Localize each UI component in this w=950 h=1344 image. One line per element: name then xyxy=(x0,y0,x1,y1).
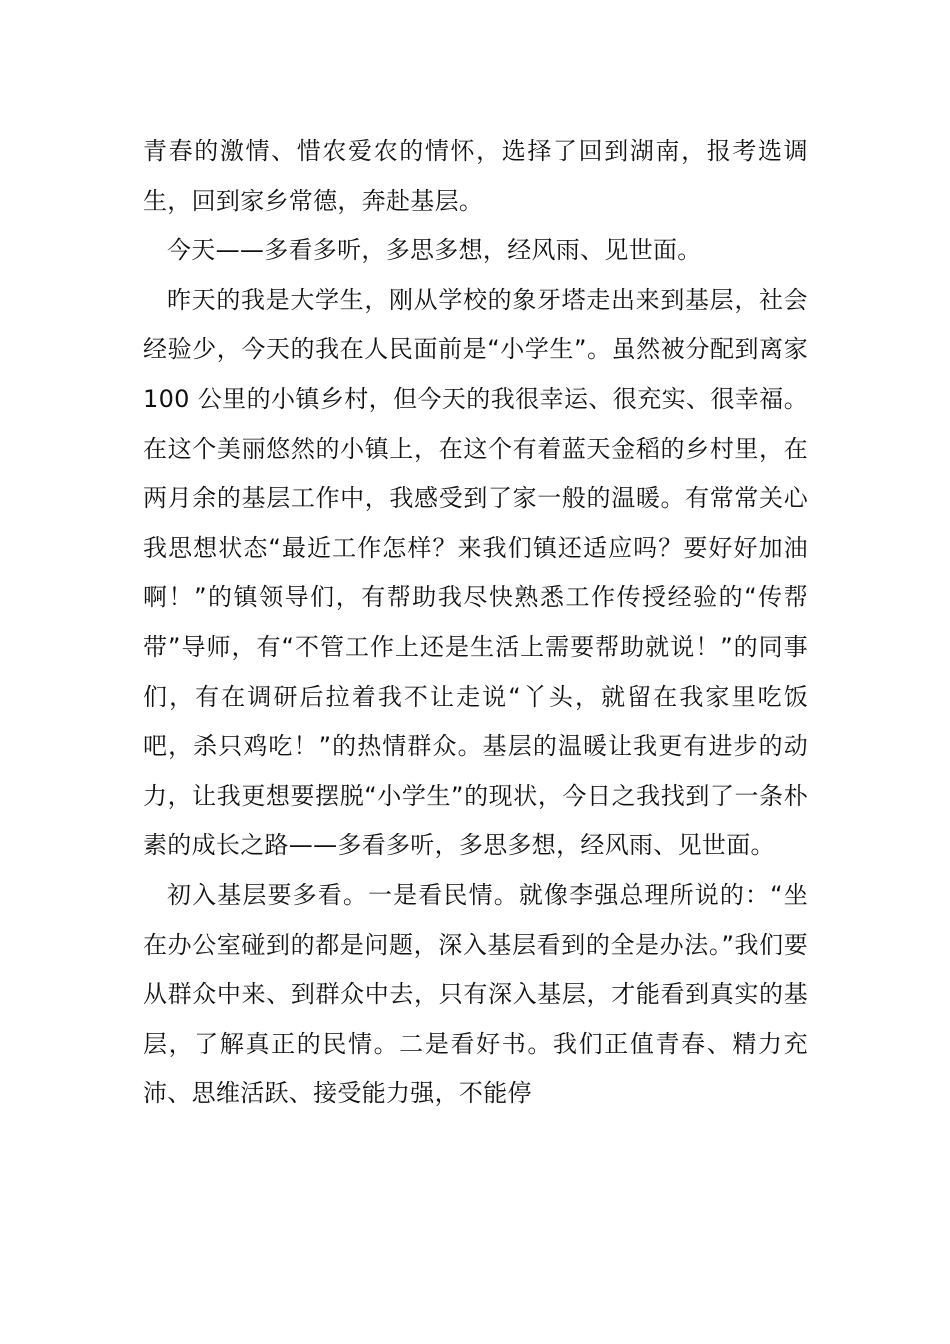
document-body xyxy=(143,127,808,1119)
paragraph-1: 青春的激情、惜农爱农的情怀，选择了回到湖南，报考选调生，回到家乡常德，奔赴基层。 xyxy=(143,137,808,215)
paragraph-4: 初入基层要多看。一是看民情。就像李强总理所说的：“坐在办公室碰到的都是问题，深入基层看到的全是办法。”我们要从群众中来、到群众中去，只有深入基层，才能看到真实的基层，了解真正的民情。二是看好书。我们正值青春、精力充沛、思维活跃、接受能力强，不能停 xyxy=(143,880,808,1108)
paragraph-3: 昨天的我是大学生，刚从学校的象牙塔走出来到基层，社会经验少，今天的我在人民面前是“小学生”。虽然被分配到离家 100 公里的小镇乡村，但今天的我很幸运、很充实、很幸福。在这个美丽悠然的小镇上，在这个有着蓝天金稻的乡村里，在两月余的基层工作中，我感受到了家一般的温暖。有常常关心我思想状态“最近工作怎样？来我们镇还适应吗？要好好加油啊！”的镇领导们，有帮助我尽快熟悉工作传授经验的“传帮带”导师，有“不管工作上还是生活上需要帮助就说！”的同事们，有在调研后拉着我不让走说“丫头，就留在我家里吃饭吧，杀只鸡吃！”的热情群众。基层的温暖让我更有进步的动力，让我更想要摆脱“小学生”的现状，今日之我找到了一条朴素的成长之路——多看多听，多思多想，经风雨、见世面。 xyxy=(143,285,808,860)
paragraph-2: 今天——多看多听，多思多想，经风雨、见世面。 xyxy=(167,236,702,265)
